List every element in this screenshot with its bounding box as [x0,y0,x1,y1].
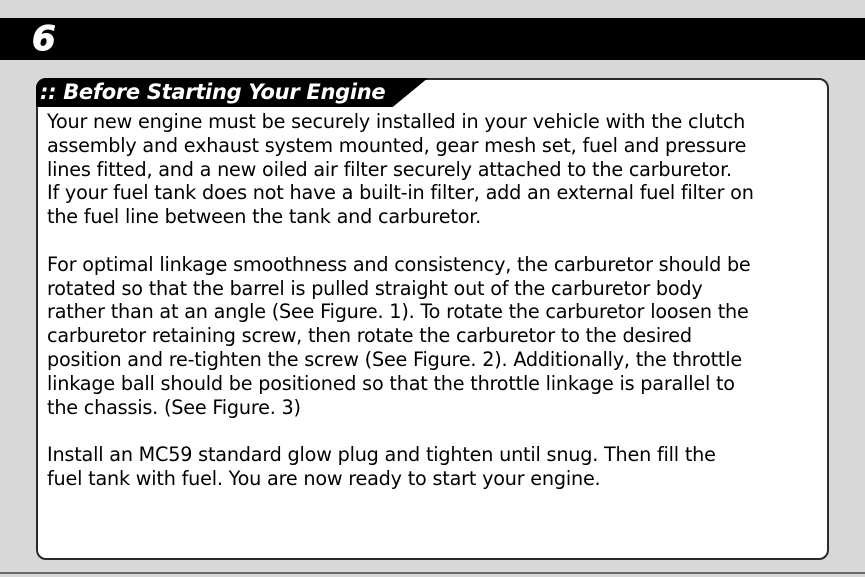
paragraph-carburetor-linkage [47,253,827,420]
text-line: the chassis. (See Figure. 3) [47,395,301,419]
text-line: If your fuel tank does not have a built-in filter, add an external fuel filter on [47,181,754,205]
text-line: position and re-tighten the screw (See Figure. 2). Additionally, the throttle [47,347,742,371]
text-line: lines fitted, and a new oiled air filter securely attached to the carburetor. [47,157,732,181]
text-line: For optimal linkage smoothness and consistency, the carburetor should be [47,252,751,276]
text-line: Install an MC59 standard glow plug and tighten until snug. Then fill the [47,443,716,467]
text-line: the fuel line between the tank and carburetor. [47,205,482,229]
text-line: Your new engine must be securely installed in your vehicle with the clutch [47,110,746,133]
text-line: rotated so that the barrel is pulled straight out of the carburetor body [47,276,703,300]
page-number: 6 [32,19,56,59]
paragraph-installation [47,110,827,229]
text-line: linkage ball should be positioned so that the throttle linkage is parallel to [47,371,735,395]
paragraph-glow-plug [47,443,827,491]
text-line: fuel tank with fuel. You are now ready to start your engine. [47,466,601,490]
text-line: rather than at an angle (See Figure. 1). To rotate the carburetor loosen the [47,300,749,324]
section-title: :: Before Starting Your Engine [40,80,386,104]
bottom-divider [0,572,865,574]
page-header-bar [0,18,865,60]
text-line: assembly and exhaust system mounted, gear mesh set, fuel and pressure [47,133,747,157]
section-tab [36,78,428,107]
body-text [47,110,827,491]
text-line: carburetor retaining screw, then rotate the carburetor to the desired [47,324,692,348]
